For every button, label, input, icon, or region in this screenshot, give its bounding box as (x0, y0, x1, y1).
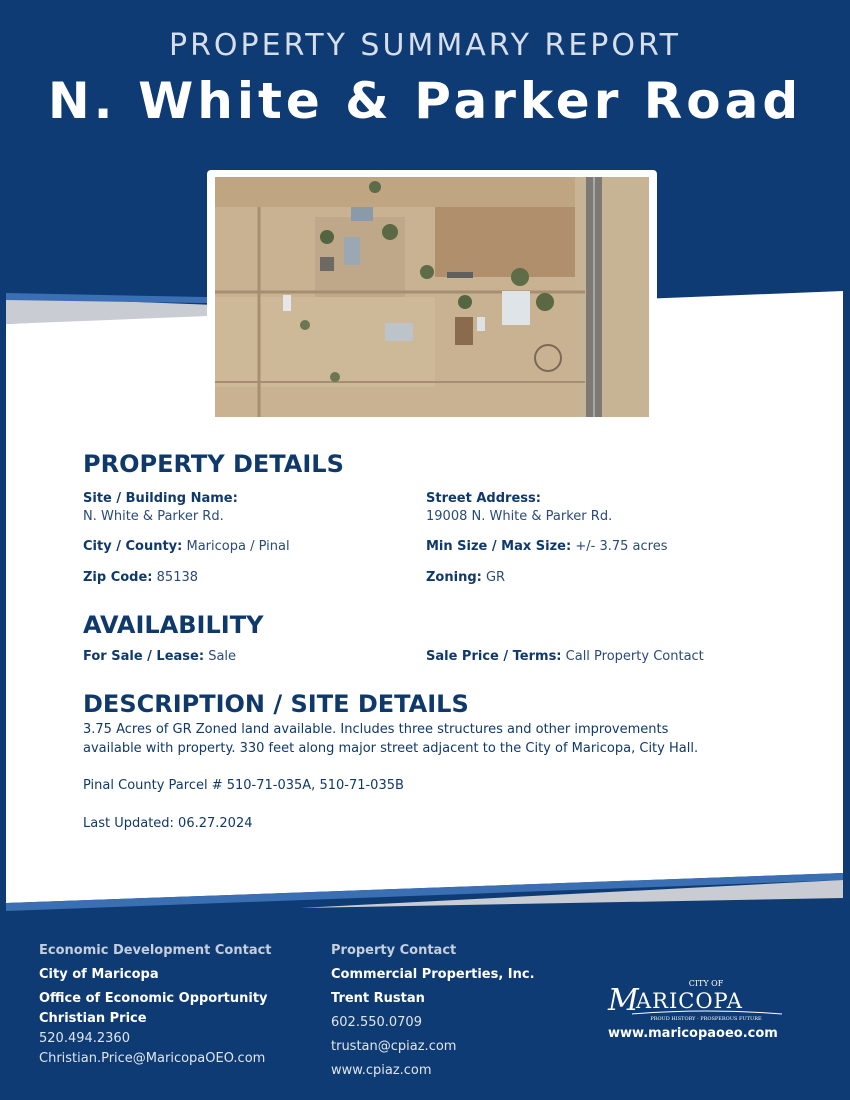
property-title: N. White & Parker Road (47, 72, 803, 130)
maricopa-oeo-url[interactable]: www.maricopaoeo.com (608, 1026, 778, 1041)
zip-code-label: Zip Code: (83, 570, 153, 585)
zip-code-field (83, 570, 198, 585)
city-county-field (83, 539, 290, 554)
zoning-label: Zoning: (426, 570, 482, 585)
city-of-maricopa-logo (606, 976, 786, 1026)
property-contact-website[interactable]: www.cpiaz.com (331, 1063, 432, 1078)
property-contact (331, 941, 535, 1081)
site-name-label: Site / Building Name: (83, 491, 238, 506)
property-details-heading: PROPERTY DETAILS (83, 450, 344, 478)
aerial-photo (215, 177, 649, 417)
economic-contact-email[interactable]: Christian.Price@MaricopaOEO.com (39, 1051, 266, 1066)
property-contact-email[interactable]: trustan@cpiaz.com (331, 1039, 457, 1054)
description-heading: DESCRIPTION / SITE DETAILS (83, 690, 469, 718)
zip-code-value: 85138 (156, 570, 199, 585)
economic-contact-office: Office of Economic Opportunity (39, 991, 268, 1006)
zoning-value: GR (485, 570, 506, 585)
svg-text:M: M (608, 983, 639, 1018)
sale-lease-field (83, 649, 236, 664)
economic-contact (39, 941, 272, 1069)
site-name-field (83, 491, 238, 524)
sale-lease-label: For Sale / Lease: (83, 649, 205, 664)
size-label: Min Size / Max Size: (426, 539, 572, 554)
svg-text:ARICOPA: ARICOPA (636, 989, 743, 1013)
economic-contact-heading: Economic Development Contact (39, 943, 272, 958)
sale-price-field (426, 649, 704, 664)
size-field (426, 539, 667, 554)
parcel-numbers: Pinal County Parcel # 510-71-035A, 510-71-035B (83, 778, 404, 793)
site-name-value: N. White & Parker Rd. (83, 509, 224, 524)
property-contact-heading: Property Contact (331, 943, 457, 958)
economic-contact-phone[interactable]: 520.494.2360 (39, 1031, 130, 1046)
last-updated: Last Updated: 06.27.2024 (83, 816, 253, 831)
report-subtitle: PROPERTY SUMMARY REPORT (168, 28, 681, 63)
street-address-label: Street Address: (426, 491, 541, 506)
street-address-field (426, 491, 612, 524)
description-text (83, 720, 698, 758)
city-county-label: City / County: (83, 539, 183, 554)
property-contact-person: Trent Rustan (331, 991, 425, 1006)
size-value: +/- 3.75 acres (575, 539, 668, 554)
sale-lease-value: Sale (208, 649, 237, 664)
economic-contact-org: City of Maricopa (39, 967, 159, 982)
logo-city-of: CITY OF (688, 979, 724, 988)
street-address-value: 19008 N. White & Parker Rd. (426, 509, 613, 524)
property-contact-org: Commercial Properties, Inc. (331, 967, 535, 982)
availability-heading: AVAILABILITY (83, 611, 264, 639)
sale-price-value: Call Property Contact (565, 649, 704, 664)
economic-contact-person: Christian Price (39, 1011, 147, 1026)
logo-tagline: PROUD HISTORY · PROSPEROUS FUTURE (650, 1016, 762, 1022)
zoning-field (426, 570, 505, 585)
city-county-value: Maricopa / Pinal (186, 539, 290, 554)
description-line-2: available with property. 330 feet along major street adjacent to the City of Maricopa, City Hall. (83, 741, 699, 756)
sale-price-label: Sale Price / Terms: (426, 649, 562, 664)
description-line-1: 3.75 Acres of GR Zoned land available. Includes three structures and other improvements (83, 722, 669, 737)
property-contact-phone[interactable]: 602.550.0709 (331, 1015, 422, 1030)
